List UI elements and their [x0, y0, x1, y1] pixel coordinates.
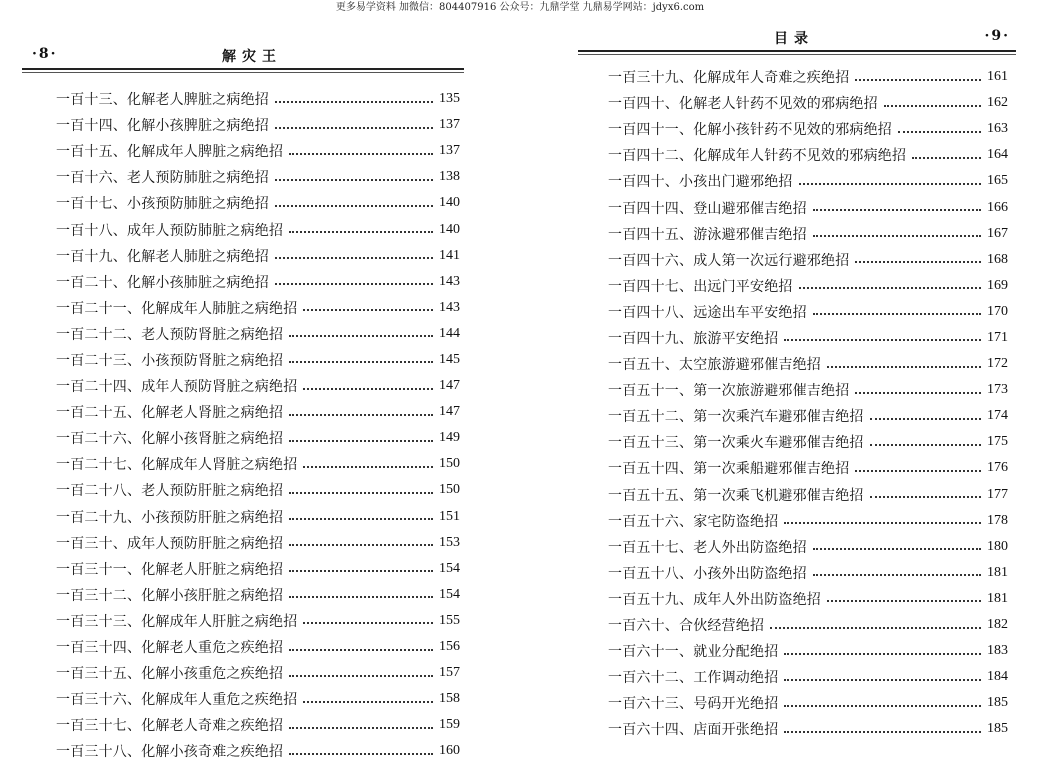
toc-entry-title: 一百二十九、小孩预防肝脏之病绝招 [56, 509, 284, 526]
left-header-rule-thin [22, 72, 464, 73]
toc-entry-page: 173 [987, 382, 1008, 398]
toc-entry-page: 155 [439, 612, 460, 628]
toc-entry-title: 一百二十一、化解成年人肺脏之病绝招 [56, 300, 298, 317]
toc-entry-title: 一百五十三、第一次乘火车避邪催吉绝招 [608, 435, 864, 452]
toc-entry-title: 一百四十八、远途出车平安绝招 [608, 304, 807, 321]
left-page-header [22, 46, 464, 66]
toc-leader-dots [855, 391, 981, 394]
toc-entry-page: 153 [439, 534, 460, 550]
toc-leader-dots [275, 204, 433, 207]
toc-leader-dots [855, 78, 981, 81]
toc-entry-page: 163 [987, 121, 1008, 137]
toc-entry-page: 137 [439, 117, 460, 133]
toc-entry-page: 159 [439, 717, 460, 733]
toc-entry-page: 181 [987, 590, 1008, 606]
toc-entry-page: 168 [987, 251, 1008, 267]
toc-entry-title: 一百十七、小孩预防肺脏之病绝招 [56, 196, 269, 213]
toc-entry-title: 一百六十、合伙经营绝招 [608, 618, 765, 635]
toc-entry-page: 175 [987, 434, 1008, 450]
toc-entry [22, 660, 464, 686]
toc-entry-page: 151 [439, 508, 460, 524]
right-page-number: ·9· [984, 28, 1010, 44]
toc-entry-page: 180 [987, 538, 1008, 554]
toc-leader-dots [289, 674, 433, 677]
toc-entry-title: 一百四十五、游泳避邪催吉绝招 [608, 226, 807, 243]
toc-entry [22, 86, 464, 112]
toc-entry [578, 221, 1016, 247]
toc-leader-dots [870, 443, 981, 446]
toc-entry-page: 184 [987, 669, 1008, 685]
toc-entry [578, 664, 1016, 690]
toc-entry-page: 158 [439, 691, 460, 707]
toc-entry [578, 247, 1016, 273]
toc-entry-page: 178 [987, 512, 1008, 528]
toc-entry-title: 一百六十二、工作调动绝招 [608, 670, 779, 687]
toc-leader-dots [813, 547, 981, 550]
left-page-number: ·8· [32, 46, 58, 62]
toc-entry [578, 403, 1016, 429]
toc-leader-dots [289, 648, 433, 651]
toc-entry-page: 166 [987, 199, 1008, 215]
toc-entry-title: 一百四十七、出远门平安绝招 [608, 278, 793, 295]
toc-entry-page: 145 [439, 351, 460, 367]
toc-entry [22, 295, 464, 321]
toc-entry-page: 154 [439, 560, 460, 576]
toc-leader-dots [799, 182, 981, 185]
toc-entry [578, 690, 1016, 716]
toc-entry [22, 399, 464, 425]
toc-entry [578, 377, 1016, 403]
toc-entry-page: 137 [439, 143, 460, 159]
toc-entry [22, 477, 464, 503]
toc-entry-page: 185 [987, 695, 1008, 711]
toc-entry-title: 一百五十一、第一次旅游避邪催吉绝招 [608, 383, 850, 400]
toc-entry-page: 140 [439, 221, 460, 237]
toc-entry [578, 560, 1016, 586]
toc-entry-page: 143 [439, 273, 460, 289]
toc-entry-title: 一百四十六、成人第一次远行避邪绝招 [608, 252, 850, 269]
toc-entry-title: 一百十五、化解成年人脾脏之病绝招 [56, 144, 284, 161]
toc-entry-page: 157 [439, 665, 460, 681]
toc-leader-dots [289, 726, 433, 729]
toc-leader-dots [289, 152, 433, 155]
toc-leader-dots [289, 569, 433, 572]
toc-entry-title: 一百四十二、化解成年人针药不见效的邪病绝招 [608, 148, 907, 165]
toc-leader-dots [784, 678, 981, 681]
toc-entry [578, 116, 1016, 142]
toc-leader-dots [855, 260, 981, 263]
toc-entry-title: 一百四十、化解老人针药不见效的邪病绝招 [608, 96, 878, 113]
left-page-title: 解灾王 [222, 49, 282, 65]
toc-entry-title: 一百二十四、成年人预防肾脏之病绝招 [56, 379, 298, 396]
toc-entry-title: 一百三十二、化解小孩肝脏之病绝招 [56, 587, 284, 604]
toc-entry-title: 一百三十六、化解成年人重危之疾绝招 [56, 692, 298, 709]
toc-entry-page: 147 [439, 378, 460, 394]
toc-entry-title: 一百三十一、化解老人肝脏之病绝招 [56, 561, 284, 578]
toc-entry [22, 425, 464, 451]
toc-entry-title: 一百五十二、第一次乘汽车避邪催吉绝招 [608, 409, 864, 426]
toc-leader-dots [813, 573, 981, 576]
toc-entry-title: 一百五十四、第一次乘船避邪催吉绝招 [608, 461, 850, 478]
toc-leader-dots [813, 312, 981, 315]
toc-entry-page: 160 [439, 743, 460, 759]
toc-entry [22, 608, 464, 634]
toc-entry-title: 一百二十、化解小孩肺脏之病绝招 [56, 274, 269, 291]
toc-entry [22, 686, 464, 712]
toc-leader-dots [813, 208, 981, 211]
toc-entry-page: 150 [439, 482, 460, 498]
toc-entry-title: 一百三十四、化解老人重危之疾绝招 [56, 640, 284, 657]
toc-entry-title: 一百五十、太空旅游避邪催吉绝招 [608, 357, 821, 374]
toc-entry [578, 716, 1016, 742]
toc-entry [578, 429, 1016, 455]
toc-entry [578, 351, 1016, 377]
toc-leader-dots [813, 234, 981, 237]
toc-entry [578, 299, 1016, 325]
toc-entry [22, 190, 464, 216]
toc-leader-dots [289, 752, 433, 755]
toc-entry-page: 143 [439, 299, 460, 315]
toc-entry-page: 170 [987, 303, 1008, 319]
toc-entry [578, 325, 1016, 351]
toc-entry [22, 164, 464, 190]
toc-entry [22, 582, 464, 608]
toc-leader-dots [289, 360, 433, 363]
toc-entry-title: 一百二十三、小孩预防肾脏之病绝招 [56, 352, 284, 369]
toc-entry-page: 174 [987, 408, 1008, 424]
toc-entry-page: 138 [439, 169, 460, 185]
toc-leader-dots [289, 517, 433, 520]
toc-entry-title: 一百三十八、化解小孩奇难之疾绝招 [56, 744, 284, 761]
toc-entry-title: 一百六十四、店面开张绝招 [608, 722, 779, 739]
toc-entry [22, 556, 464, 582]
toc-entry-title: 一百四十四、登山避邪催吉绝招 [608, 200, 807, 217]
toc-entry-title: 一百五十五、第一次乘飞机避邪催吉绝招 [608, 487, 864, 504]
toc-entry-page: 181 [987, 564, 1008, 580]
toc-entry [22, 451, 464, 477]
toc-leader-dots [884, 104, 981, 107]
toc-entry [22, 216, 464, 242]
toc-entry [22, 634, 464, 660]
toc-entry-page: 165 [987, 173, 1008, 189]
toc-entry-page: 176 [987, 460, 1008, 476]
toc-entry-title: 一百十八、成年人预防肺脏之病绝招 [56, 222, 284, 239]
toc-entry-title: 一百三十九、化解成年人奇难之疾绝招 [608, 70, 850, 87]
toc-entry-title: 一百四十、小孩出门避邪绝招 [608, 174, 793, 191]
toc-entry [578, 534, 1016, 560]
toc-entry-page: 171 [987, 329, 1008, 345]
toc-leader-dots [289, 413, 433, 416]
toc-entry-title: 一百四十一、化解小孩针药不见效的邪病绝招 [608, 122, 892, 139]
toc-entry-page: 135 [439, 91, 460, 107]
toc-entry-title: 一百十三、化解老人脾脏之病绝招 [56, 92, 269, 109]
toc-entry [22, 504, 464, 530]
toc-leader-dots [303, 621, 433, 624]
toc-entry-page: 154 [439, 586, 460, 602]
toc-leader-dots [275, 100, 433, 103]
toc-entry-title: 一百二十八、老人预防肝脏之病绝招 [56, 483, 284, 500]
toc-entry [578, 586, 1016, 612]
toc-entry-page: 150 [439, 456, 460, 472]
toc-entry-title: 一百五十八、小孩外出防盗绝招 [608, 565, 807, 582]
toc-leader-dots [784, 338, 981, 341]
toc-entry-title: 一百五十九、成年人外出防盗绝招 [608, 591, 821, 608]
toc-entry [578, 168, 1016, 194]
toc-entry [22, 243, 464, 269]
toc-entry-title: 一百十六、老人预防肺脏之病绝招 [56, 170, 269, 187]
toc-entry [22, 373, 464, 399]
right-header-rule-thin [578, 54, 1016, 55]
toc-entry-title: 一百二十七、化解成年人肾脏之病绝招 [56, 457, 298, 474]
toc-leader-dots [275, 256, 433, 259]
toc-leader-dots [799, 286, 981, 289]
toc-entry-title: 一百五十七、老人外出防盗绝招 [608, 539, 807, 556]
toc-entry-page: 167 [987, 225, 1008, 241]
toc-leader-dots [827, 365, 981, 368]
toc-leader-dots [275, 126, 433, 129]
toc-entry-title: 一百六十一、就业分配绝招 [608, 644, 779, 661]
toc-entry-title: 一百十四、化解小孩脾脏之病绝招 [56, 118, 269, 135]
toc-entry-title: 一百三十三、化解成年人肝脏之病绝招 [56, 613, 298, 630]
toc-entry-page: 149 [439, 430, 460, 446]
toc-entry-title: 一百五十六、家宅防盗绝招 [608, 513, 779, 530]
right-toc-list [578, 64, 1016, 742]
toc-entry-title: 一百六十三、号码开光绝招 [608, 696, 779, 713]
toc-entry [578, 508, 1016, 534]
toc-entry [22, 112, 464, 138]
toc-entry-title: 一百三十、成年人预防肝脏之病绝招 [56, 535, 284, 552]
toc-leader-dots [784, 652, 981, 655]
top-banner: 更多易学资料 加微信：804407916 公众号：九鼎学堂 九鼎易学网站：jdyx6.com [335, 2, 705, 13]
toc-leader-dots [784, 704, 981, 707]
toc-entry-title: 一百二十六、化解小孩肾脏之病绝招 [56, 431, 284, 448]
toc-entry [22, 321, 464, 347]
toc-entry [578, 612, 1016, 638]
toc-entry [578, 64, 1016, 90]
right-page-header [578, 28, 1016, 48]
toc-leader-dots [827, 599, 981, 602]
toc-entry [22, 138, 464, 164]
left-header-rule [22, 68, 464, 70]
toc-leader-dots [289, 439, 433, 442]
toc-entry [22, 530, 464, 556]
toc-entry-page: 183 [987, 643, 1008, 659]
toc-entry [578, 273, 1016, 299]
toc-entry [22, 712, 464, 738]
toc-leader-dots [289, 491, 433, 494]
toc-entry [578, 482, 1016, 508]
toc-entry-page: 162 [987, 95, 1008, 111]
toc-leader-dots [898, 130, 981, 133]
toc-entry-page: 169 [987, 277, 1008, 293]
toc-leader-dots [912, 156, 981, 159]
toc-entry-title: 一百三十七、化解老人奇难之疾绝招 [56, 718, 284, 735]
toc-leader-dots [303, 700, 433, 703]
toc-entry [578, 142, 1016, 168]
toc-entry [22, 738, 464, 764]
toc-leader-dots [275, 178, 433, 181]
toc-entry-page: 140 [439, 195, 460, 211]
toc-leader-dots [289, 595, 433, 598]
toc-leader-dots [303, 465, 433, 468]
toc-leader-dots [289, 334, 433, 337]
toc-entry [578, 90, 1016, 116]
toc-entry-page: 185 [987, 721, 1008, 737]
right-page-title: 目录 [774, 31, 814, 47]
toc-leader-dots [289, 543, 433, 546]
toc-leader-dots [784, 730, 981, 733]
toc-entry-page: 144 [439, 325, 460, 341]
toc-entry-page: 164 [987, 147, 1008, 163]
toc-leader-dots [784, 521, 981, 524]
toc-entry-title: 一百四十九、旅游平安绝招 [608, 330, 779, 347]
toc-entry-page: 147 [439, 404, 460, 420]
toc-leader-dots [303, 308, 433, 311]
toc-entry-title: 一百十九、化解老人肺脏之病绝招 [56, 248, 269, 265]
toc-leader-dots [770, 626, 981, 629]
toc-entry [578, 455, 1016, 481]
toc-entry-title: 一百二十五、化解老人肾脏之病绝招 [56, 405, 284, 422]
toc-leader-dots [855, 469, 981, 472]
toc-entry-page: 141 [439, 247, 460, 263]
toc-entry-page: 156 [439, 639, 460, 655]
right-header-rule [578, 50, 1016, 52]
toc-leader-dots [870, 417, 981, 420]
left-toc-list [22, 86, 464, 764]
toc-leader-dots [870, 495, 981, 498]
toc-leader-dots [275, 282, 433, 285]
toc-entry [22, 269, 464, 295]
toc-entry-title: 一百二十二、老人预防肾脏之病绝招 [56, 326, 284, 343]
toc-entry-title: 一百三十五、化解小孩重危之疾绝招 [56, 666, 284, 683]
toc-entry-page: 177 [987, 486, 1008, 502]
toc-entry-page: 182 [987, 617, 1008, 633]
toc-entry-page: 172 [987, 356, 1008, 372]
toc-entry-page: 161 [987, 69, 1008, 85]
toc-entry [578, 638, 1016, 664]
toc-leader-dots [289, 230, 433, 233]
toc-entry [578, 194, 1016, 220]
toc-leader-dots [303, 387, 433, 390]
toc-entry [22, 347, 464, 373]
